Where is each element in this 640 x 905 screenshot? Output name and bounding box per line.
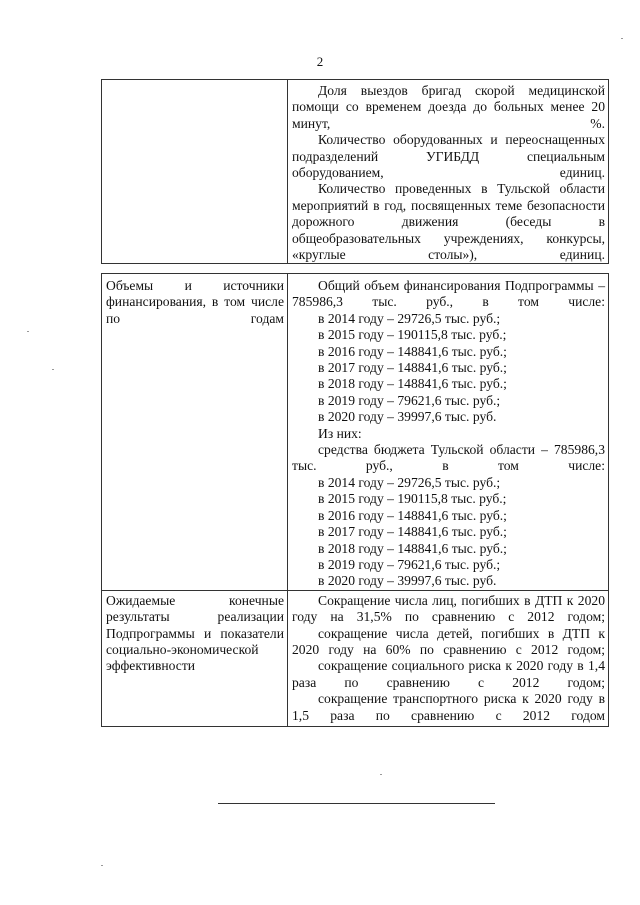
funding-year: в 2020 году – 39997,6 тыс. руб.	[318, 409, 497, 425]
funding-year: в 2019 году – 79621,6 тыс. руб.;	[318, 392, 501, 408]
indicators-table-continued	[101, 79, 609, 264]
budget-year: в 2020 году – 39997,6 тыс. руб.	[318, 573, 497, 589]
funding-year: в 2016 году – 148841,6 тыс. руб.;	[318, 343, 507, 359]
table-row	[102, 274, 609, 591]
scan-speck	[52, 369, 54, 370]
results-label: Ожидаемые конечные результаты реализации Подпрограммы и показатели социально-экономической эффективности	[102, 590, 288, 726]
funding-year: в 2015 году – 190115,8 тыс. руб.;	[318, 327, 507, 343]
passport-table	[101, 273, 609, 727]
closing-rule	[218, 803, 495, 804]
indicator-equipment: Количество оборудованных и переоснащенных подразделений УГИБДД специальным оборудованием, единиц.	[292, 132, 605, 181]
indicator-events: Количество проведенных в Тульской области мероприятий в год, посвященных теме безопасности дорожного движения (беседы в общеобразовательных учреждениях, конкурсы, «круглые столы»), единиц.	[292, 181, 605, 263]
result-item: сокращение числа детей, погибших в ДТП к 2020 году на 60% по сравнению с 2012 годом;	[292, 625, 605, 657]
result-item: сокращение социального риска к 2020 году в 1,4 раза по сравнению с 2012 годом;	[292, 658, 605, 690]
budget-year: в 2019 году – 79621,6 тыс. руб.;	[318, 556, 501, 572]
funding-cell	[288, 274, 609, 591]
budget-year: в 2017 году – 148841,6 тыс. руб.;	[318, 524, 507, 540]
budget-year: в 2018 году – 148841,6 тыс. руб.;	[318, 540, 507, 556]
scan-speck	[27, 331, 29, 332]
result-item: Сокращение числа лиц, погибших в ДТП к 2020 году на 31,5% по сравнению с 2012 годом;	[292, 592, 605, 625]
indicators-cell	[288, 80, 609, 264]
table-row	[102, 590, 609, 726]
result-item: сокращение транспортного риска к 2020 году в 1,5 раза по сравнению с 2012 годом	[292, 691, 605, 723]
funding-year: в 2018 году – 148841,6 тыс. руб.;	[318, 376, 507, 392]
funding-intro: Общий объем финансирования Подпрограммы – 785986,3 тыс. руб., в том числе:	[292, 278, 605, 310]
funding-year: в 2014 году – 29726,5 тыс. руб.;	[318, 310, 501, 326]
page-number: 2	[316, 54, 324, 69]
table-row	[102, 80, 609, 264]
scan-speck	[101, 865, 103, 866]
funding-year: в 2017 году – 148841,6 тыс. руб.;	[318, 360, 507, 376]
funding-label: Объемы и источники финансирования, в том числе по годам	[102, 274, 288, 591]
budget-year: в 2015 году – 190115,8 тыс. руб.;	[318, 491, 507, 507]
scan-speck	[380, 774, 382, 775]
scan-speck	[621, 38, 623, 39]
indicator-ambulance: Доля выездов бригад скорой медицинской помощи со временем доезда до больных менее 20 минут, %.	[292, 83, 605, 131]
budget-intro: средства бюджета Тульской области – 785986,3 тыс. руб., в том числе:	[292, 442, 605, 474]
empty-label-cell	[102, 80, 288, 264]
budget-year: в 2014 году – 29726,5 тыс. руб.;	[318, 474, 501, 490]
results-cell	[288, 590, 609, 726]
of-them-label: Из них:	[318, 425, 362, 441]
budget-year: в 2016 году – 148841,6 тыс. руб.;	[318, 507, 507, 523]
